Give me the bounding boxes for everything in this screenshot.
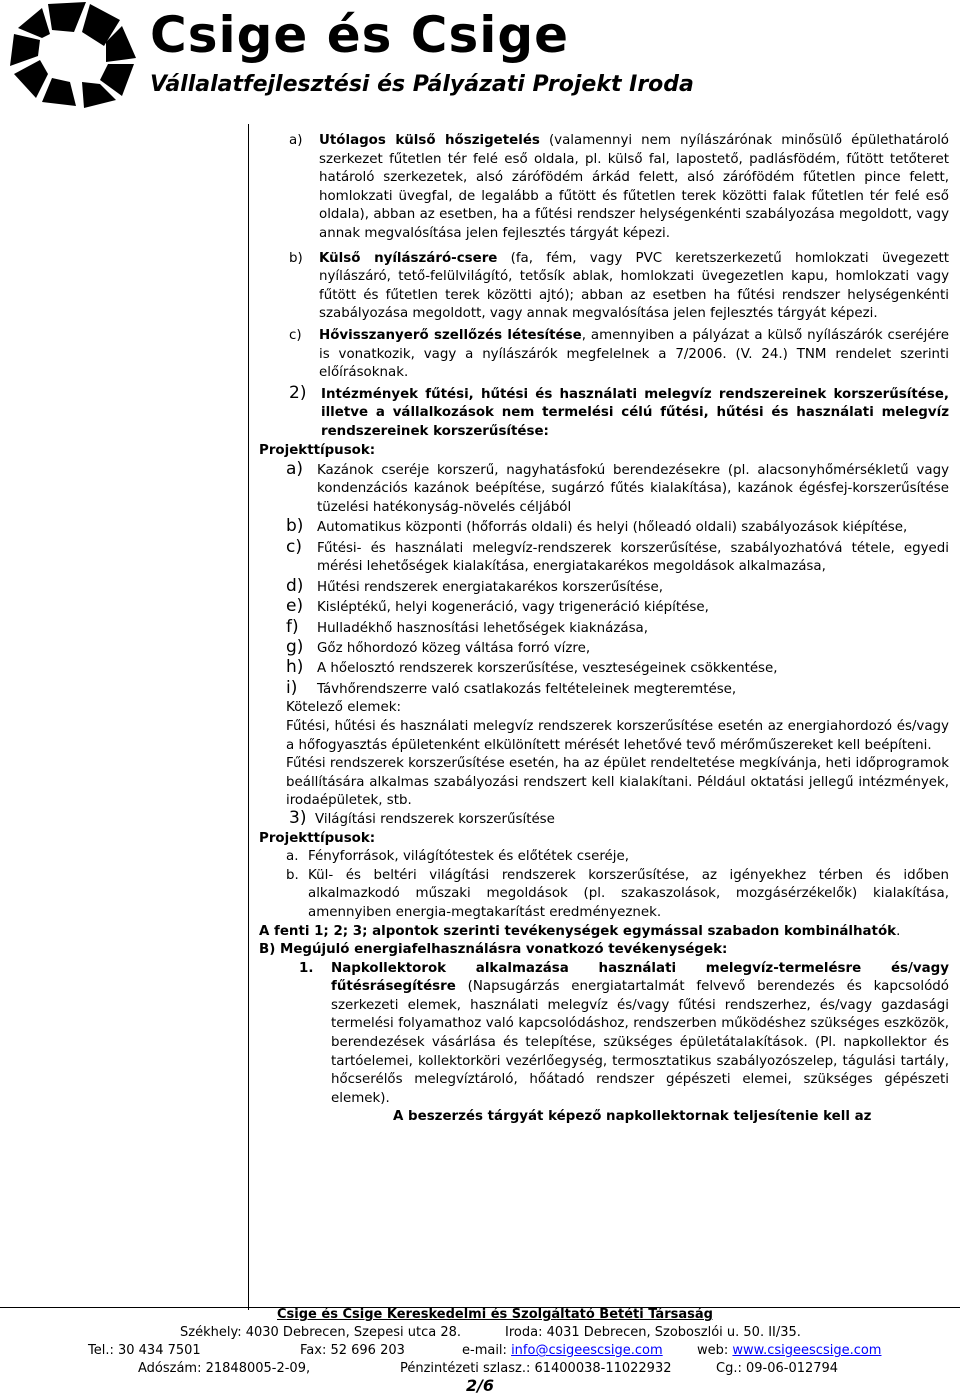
footer-email: e-mail: info@csigeescsige.com [462, 1343, 663, 1358]
section-number: 3) [289, 807, 307, 828]
section-heading: B) Megújuló energiafelhasználásra vonatkozó tevékenységek: [259, 942, 728, 958]
item-text: Fűtési- és használati melegvíz-rendszerek korszerűsítése, szabályozhatóvá tétele, egyedi mérési lehetőségek kialakítása, energiatakarékos megoldások alkalmazása, [317, 540, 949, 575]
item-text: Fényforrások, világítótestek és előtétek cseréje, [308, 849, 629, 865]
item-text: A hőelosztó rendszerek korszerűsítése, veszteségeinek csökkentése, [317, 661, 778, 677]
brand-name: Csige és Csige [150, 6, 570, 64]
section-number: 2) [289, 382, 307, 403]
list-item [259, 575, 949, 598]
paragraph: Fűtési rendszerek korszerűsítése esetén, ha az épület rendeltetése megkívánja, heti időprogramok beállítására alkalmas szabályozási rendszert kell kialakítani. Például oktatási jellegű intézmények, irodaépületek, stb. [286, 756, 949, 809]
item-text-bold: A beszerzés tárgyát képező napkollektornak teljesítenie kell az [393, 1109, 872, 1125]
footer-fax: Fax: 52 696 203 [300, 1343, 405, 1358]
section-title: Intézmények fűtési, hűtési és használati melegvíz rendszereinek korszerűsítése, illetve a vállalkozások nem termelési célú fűtési, hűtési és használati melegvíz rendszereinek korszerűsítése: [321, 386, 949, 439]
list-marker: h) [286, 657, 304, 678]
footer-tel: Tel.: 30 434 7501 [88, 1343, 201, 1358]
section-heading [259, 382, 949, 442]
list-marker: c) [286, 536, 302, 557]
list-marker: 1. [299, 960, 314, 976]
item-text: Kazánok cseréje korszerű, nagyhatásfokú berendezésekre (pl. alacsonyhőmérsékletű vagy kondenzációs kazánok beépítése, sugárzó fűtés kialakítása), kazánok égésfej-korszerűsítése tüzelési hatékonyság-növelés céljából [317, 462, 949, 516]
list-marker: b) [286, 516, 304, 537]
project-type-list [259, 458, 949, 700]
list-item [259, 677, 949, 700]
footer-bank: Pénzintézeti szlasz.: 61400038-11022932 [400, 1361, 672, 1376]
list-item [259, 327, 949, 383]
list-item [259, 536, 949, 577]
item-text: Hűtési rendszerek energiatakarékos korszerűsítése, [317, 579, 663, 595]
list-marker: d) [286, 575, 304, 596]
item-title: Hővisszanyerő szellőzés létesítése [319, 327, 582, 343]
footer-web: web: www.csigeescsige.com [697, 1343, 882, 1358]
page-number: 2/6 [465, 1376, 495, 1395]
list-marker: a) [286, 458, 304, 479]
footer-reg: Cg.: 09-06-012794 [716, 1361, 839, 1376]
document-body [259, 132, 949, 1127]
paragraph-label: Kötelező elemek: [286, 700, 401, 716]
list-marker: a) [289, 133, 303, 148]
web-link[interactable]: www.csigeescsige.com [732, 1343, 882, 1358]
item-title: Külső nyílászáró-csere [319, 250, 498, 266]
subheading: Projekttípusok: [259, 830, 376, 846]
footer-company: Csige és Csige Kereskedelmi és Szolgáltató Betéti Társaság [277, 1307, 713, 1322]
company-logo-icon [8, 2, 138, 108]
list-marker: c) [289, 327, 302, 343]
item-text: Hulladékhő hasznosítási lehetőségek kiaknázása, [317, 620, 649, 636]
list-item [259, 867, 949, 923]
list-marker: e) [286, 596, 304, 617]
section-heading [259, 807, 949, 830]
list-item [259, 132, 949, 244]
footer-office: Iroda: 4031 Debrecen, Szoboszlói u. 50. II/35. [505, 1325, 801, 1340]
letterhead [0, 0, 960, 110]
list-item [259, 596, 949, 618]
project-type-list [259, 848, 949, 922]
list-marker: i) [286, 677, 298, 698]
item-text: Kisléptékű, helyi kogeneráció, vagy trigeneráció kiépítése, [317, 600, 709, 616]
item-text: (fa, fém, vagy PVC keretszerkezetű homlokzati üvegezett nyílászáró, tető-felülvilágító, tetősík ablak, homlokzati üvegezetlen kapu, homlokzati vagy fűtött és fűtetlen terek közötti ajtó); abban az esetben ha fűtési rendszer helységenkénti szabályozása megoldott, vagy annak megvalósítása jelen fejlesztés tárgyát képezi. [319, 250, 949, 322]
item-title: Utólagos külső hőszigetelés [319, 133, 540, 148]
footer-tax: Adószám: 21848005-2-09, [138, 1361, 311, 1376]
list-item [259, 616, 949, 639]
item-text: Távhőrendszerre való csatlakozás feltételeinek megteremtése, [317, 681, 737, 697]
list-item [259, 657, 949, 679]
item-text: Kül- és beltéri világítási rendszerek korszerűsítése, az igényekhez térben és időben alkalmazkodó műszaki megoldások (pl. szakaszolások, mozgásérzékelők) kialakítása, amennyiben energia-megtakarítást eredményeznek. [308, 867, 949, 920]
list-marker: a. [286, 849, 299, 865]
brand-tagline: Vállalatfejlesztési és Pályázati Projekt Iroda [150, 72, 694, 97]
list-item [259, 637, 949, 659]
left-margin-column [0, 124, 249, 1310]
list-item [259, 458, 949, 518]
item-text: (Napsugárzás energiatartalmát felvevő berendezés és kapcsolódó szerkezeti elemek, használati melegvíz és/vagy fűtési rendszerhez, és/vagy gazdasági termelési folyamathoz való kapcsolódáshoz, rendszerben működéshez szükséges eszközök, berendezések vásárlása és telepítése, szükséges épületátalakítások. (Pl. napkollektor és tartóelemei, kollektorköri vezérlőegység, termosztatikus szabályozószelep, tágulási tartály, hőcserélős melegvíztároló, hőátadó rendszer gépészeti elemei, szükséges gépészeti elemek). [331, 979, 949, 1106]
list-item [259, 516, 949, 538]
item-text: , amennyiben a pályázat a külső nyílászárók cseréjére is vonatkozik, vagy a nyílászárók megfelelnek a 7/2006. (V. 24.) TNM rendelet szerinti előírásoknak. [319, 327, 949, 381]
item-text: Gőz hőhordozó közeg váltása forró vízre, [317, 641, 591, 657]
list-marker: b) [289, 250, 303, 266]
section-title: Világítási rendszerek korszerűsítése [315, 811, 555, 827]
item-title: Napkollektorok alkalmazása használati melegvíz-termelésre és/vagy fűtésrásegítésre [331, 960, 949, 995]
list-marker: b. [286, 867, 299, 883]
item-text: Automatikus központi (hőforrás oldali) és helyi (hőleadó oldali) szabályozások kiépítése, [317, 520, 908, 536]
paragraph: A fenti 1; 2; 3; alpontok szerinti tevékenységek egymással szabadon kombinálhatók. [259, 923, 901, 939]
list-marker: f) [286, 616, 299, 637]
email-link[interactable]: info@csigeescsige.com [511, 1343, 663, 1358]
footer-seat: Székhely: 4030 Debrecen, Szepesi utca 28. [180, 1325, 461, 1340]
list-item [259, 848, 949, 867]
subheading: Projekttípusok: [259, 442, 376, 458]
list-marker: g) [286, 637, 304, 658]
item-text: (valamennyi nem nyílászárónak minősülő épülethatároló szerkezet fűtetlen tér felé eső oldala, pl. külső fal, lapostető, padlásfödém, fűtött tetőteret határoló szerkezetek, alsó zárófödém árkád felett, alsó zárófödém fűtetlen pince felett, homlokzati üvegfal, de legalább a fűtött és fűtetlen terek közötti falak fűtetlen tér felé eső oldala), abban az esetben, ha a fűtési rendszer helységenkénti szabályozása megoldott, vagy annak megvalósítása jelen fejlesztés tárgyát képezi. [319, 133, 949, 241]
list-item [259, 250, 949, 324]
paragraph: Fűtési, hűtési és használati melegvíz rendszerek korszerűsítése esetén az energiahordozó és/vagy a hőfogyasztás épületenként elkülönített mérését lehetővé tevő mérőműszereket kell beépíteni. [286, 718, 949, 753]
list-item [259, 960, 949, 1127]
